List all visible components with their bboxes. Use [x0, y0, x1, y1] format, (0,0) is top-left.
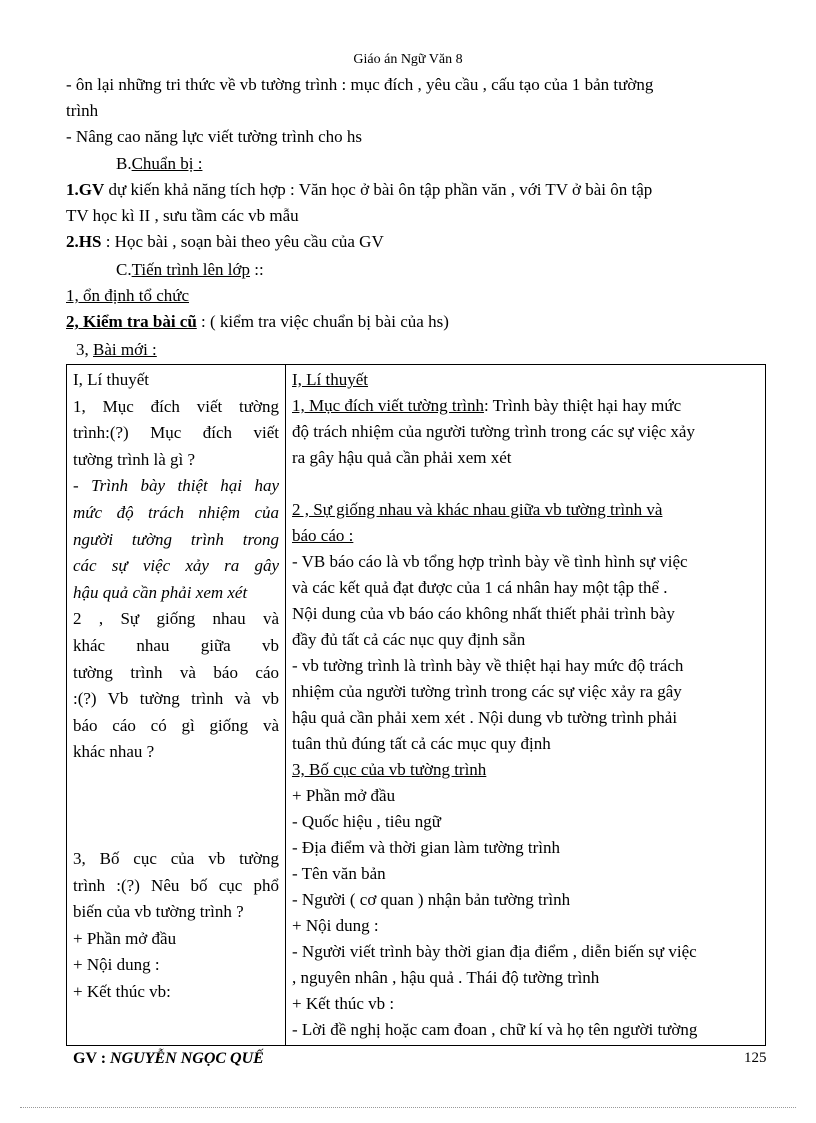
lesson-table: [66, 364, 766, 1046]
section-c-heading: [116, 258, 264, 282]
page-header: Giáo án Ngữ Văn 8: [353, 52, 463, 67]
right-heading-1: 1, Mục đích viết tường trình: [292, 396, 484, 415]
left-line: 1, Mục đích viết tường: [73, 396, 279, 416]
right-line: - Người ( cơ quan ) nhận bản tường trình: [292, 890, 571, 909]
right-line: - Tên văn bản: [292, 864, 386, 883]
left-line: 3, Bố cục của vb tường: [73, 848, 279, 868]
right-line: - Quốc hiệu , tiêu ngữ: [292, 812, 441, 831]
intro-line: - ôn lại những tri thức về vb tường trình : mục đích , yêu cầu , cấu tạo của 1 bản tường: [66, 75, 654, 94]
left-line: khác nhau giữa vb: [73, 635, 279, 655]
page-number: 125: [744, 1050, 767, 1066]
intro-line: trình: [66, 101, 99, 120]
step-3: [76, 338, 157, 362]
left-column: [67, 365, 286, 1046]
intro-line: - Nâng cao năng lực viết tường trình cho hs: [66, 127, 363, 146]
section-b-title: Chuẩn bị :: [131, 154, 203, 173]
left-line: khác nhau ?: [73, 742, 155, 762]
right-line: ra gây hậu quả cần phải xem xét: [292, 448, 512, 467]
left-line: + Nội dung :: [73, 955, 160, 975]
right-heading-3: 3, Bố cục của vb tường trình: [292, 760, 487, 779]
right-line: - Người viết trình bày thời gian địa điểm , diễn biến sự việc: [292, 942, 697, 961]
right-line: - Địa điểm và thời gian làm tường trình: [292, 838, 560, 857]
left-line: các sự việc xảy ra gây: [73, 556, 279, 576]
right-line: báo cáo :: [292, 526, 354, 545]
left-line: I, Lí thuyết: [73, 370, 150, 389]
right-line: đầy đủ tất cả các nục quy định sẵn: [292, 630, 526, 649]
right-line: , nguyên nhân , hậu quả . Thái độ tường trình: [292, 968, 600, 987]
hs-line: [66, 230, 384, 254]
step-3-title: Bài mới :: [93, 340, 157, 359]
left-spacer: [73, 766, 279, 846]
footer-gv-name: NGUYỄN NGỌC QUẾ: [110, 1050, 264, 1067]
footer-teacher: [73, 1050, 264, 1068]
left-line: báo cáo có gì giống và: [73, 715, 279, 735]
right-column: [286, 365, 766, 1046]
right-line: hậu quả cần phải xem xét . Nội dung vb tường trình phải: [292, 708, 678, 727]
right-line: Nội dung của vb báo cáo không nhất thiết phải trình bày: [292, 604, 675, 623]
left-line: tường trình là gì ?: [73, 449, 196, 469]
right-spacer: [292, 471, 759, 497]
section-c-suffix: ::: [250, 260, 264, 279]
left-line: 2 , Sự giống nhau và: [73, 609, 279, 629]
right-line: nhiệm của người tường trình trong các sự việc xảy ra gây: [292, 682, 682, 701]
footer-gv-label: GV :: [73, 1050, 111, 1067]
right-line: I, Lí thuyết: [292, 370, 369, 389]
section-b-heading: [116, 152, 202, 176]
section-c-prefix: C.: [116, 260, 132, 279]
right-line: + Nội dung :: [292, 916, 379, 935]
left-line: mức độ trách nhiệm của: [73, 502, 279, 522]
gv-line-2: TV học kì II , sưu tầm các vb mẫu: [66, 206, 299, 225]
footer-divider: [20, 1107, 796, 1108]
right-line: + Phần mở đầu: [292, 786, 396, 805]
left-line: trình :(?) Nêu bố cục phổ: [73, 875, 279, 895]
left-line: tường trình và báo cáo: [73, 662, 279, 682]
hs-text: : Học bài , soạn bài theo yêu cầu của GV: [101, 232, 384, 251]
step-2-text: : ( kiểm tra việc chuẩn bị bài của hs): [196, 312, 449, 331]
left-line: trình:(?) Mục đích viết: [73, 423, 279, 443]
step-2: [66, 310, 449, 334]
right-line: [292, 393, 759, 419]
left-line: + Kết thúc vb:: [73, 981, 171, 1001]
right-line: - VB báo cáo là vb tổng hợp trình bày về tình hình sự việc: [292, 552, 688, 571]
left-line: hậu quả cần phải xem xét: [73, 582, 248, 602]
step-2-title: 2, Kiểm tra bài cũ: [66, 312, 197, 331]
step-1: 1, ổn định tổ chức: [66, 286, 190, 305]
right-line: + Kết thúc vb :: [292, 994, 395, 1013]
left-line: biến của vb tường trình ?: [73, 902, 244, 922]
left-line: người tường trình trong: [73, 529, 279, 549]
gv-text: dự kiến khả năng tích hợp : Văn học ở bài ôn tập phần văn , với TV ở bài ôn tập: [104, 180, 653, 199]
right-line: - Lời đề nghị hoặc cam đoan , chữ kí và họ tên người tường: [292, 1020, 698, 1039]
section-b-prefix: B.: [116, 154, 132, 173]
gv-label: 1.GV: [66, 180, 105, 199]
right-heading-2: 2 , Sự giống nhau và khác nhau giữa vb tường trình và: [292, 500, 663, 519]
right-line: độ trách nhiệm của người tường trình trong các sự việc xảy: [292, 422, 695, 441]
right-line: - vb tường trình là trình bày về thiệt hại hay mức độ trách: [292, 656, 684, 675]
left-line: - Trình bày thiệt hại hay: [73, 476, 279, 496]
section-c-title: Tiến trình lên lớp: [131, 260, 250, 279]
right-text: : Trình bày thiệt hại hay mức: [483, 396, 682, 415]
left-line: :(?) Vb tường trình và vb: [73, 689, 279, 709]
left-line: + Phần mở đầu: [73, 928, 177, 948]
gv-line: [66, 178, 652, 202]
step-3-prefix: 3,: [76, 340, 93, 359]
right-line: tuân thủ đúng tất cả các mục quy định: [292, 734, 551, 753]
right-line: và các kết quả đạt được của 1 cá nhân hay một tập thể .: [292, 578, 668, 597]
hs-label: 2.HS: [66, 232, 102, 251]
